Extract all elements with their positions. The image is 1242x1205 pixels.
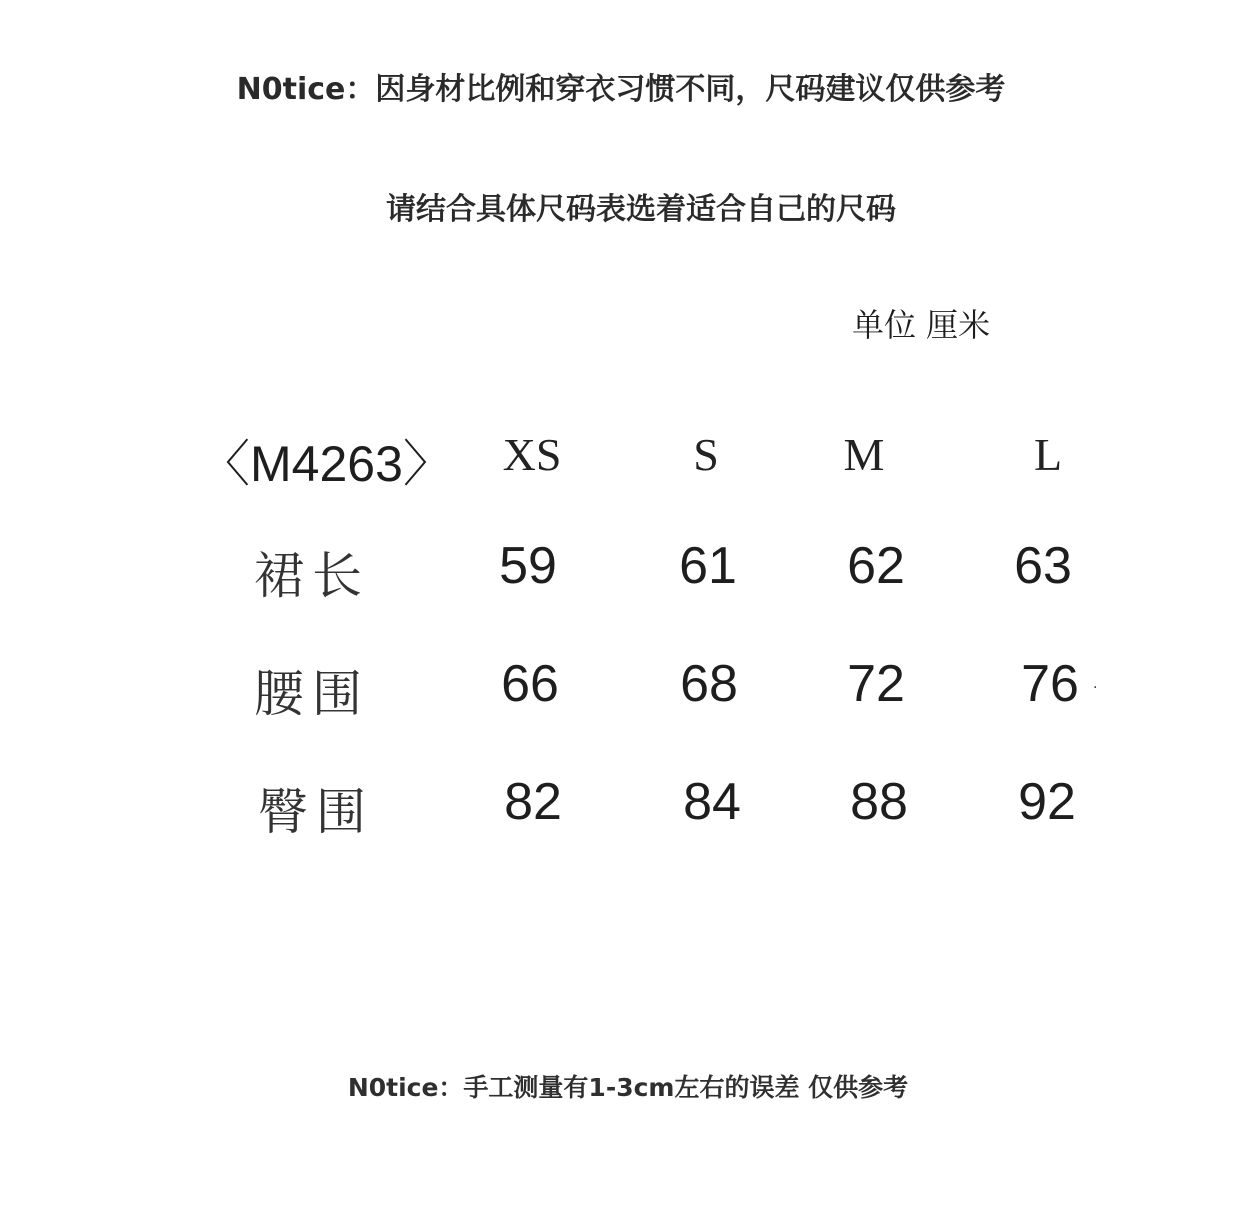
value-hip-l: 92: [1018, 773, 1076, 831]
row-label-hip: 臀围: [258, 783, 374, 841]
size-header-l: L: [1033, 429, 1063, 480]
notice-bottom: N0tice：手工测量有1-3cm左右的误差 仅供参考: [347, 1073, 909, 1102]
value-length-m: 62: [847, 537, 905, 595]
value-hip-xs: 82: [504, 773, 562, 831]
unit-label: 单位 厘米: [852, 306, 991, 344]
value-hip-m: 88: [850, 773, 908, 831]
size-header-m: M: [843, 429, 885, 480]
value-length-xs: 59: [499, 537, 557, 595]
value-length-l: 63: [1014, 537, 1072, 595]
row-label-waist: 腰围: [254, 665, 370, 723]
value-waist-xs: 66: [501, 655, 559, 713]
model-number: 〈M4263〉: [200, 436, 453, 492]
value-waist-m: 72: [847, 655, 905, 713]
size-header-s: S: [693, 429, 719, 480]
row-label-length: 裙长: [254, 547, 370, 605]
stray-dot: ·: [1093, 680, 1098, 696]
value-length-s: 61: [679, 537, 737, 595]
size-header-xs: XS: [502, 429, 562, 480]
value-hip-s: 84: [683, 773, 741, 831]
value-waist-s: 68: [680, 655, 738, 713]
subtitle: 请结合具体尺码表选着适合自己的尺码: [386, 192, 896, 227]
notice-top: N0tice：因身材比例和穿衣习惯不同，尺码建议仅供参考: [236, 72, 1006, 107]
value-waist-l: 76: [1021, 655, 1079, 713]
